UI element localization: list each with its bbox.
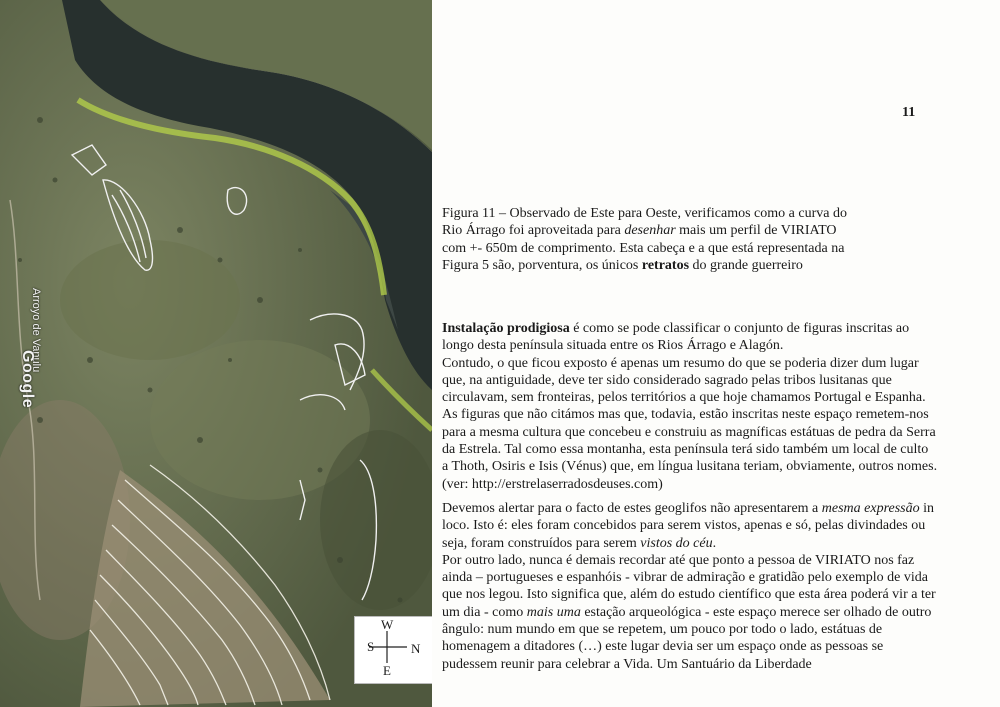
compass-west: W (381, 617, 394, 632)
text-page (432, 0, 1000, 707)
figure-caption (442, 205, 872, 274)
text-line: seja, foram construídos para serem vistos do céu. (442, 535, 717, 551)
text-line: que nos legou. Isto significa que, além do estudo científico que esta área poderá vir a ter (442, 587, 936, 603)
compass-rose (354, 616, 432, 684)
text-line: Devemos alertar para o facto de estes geoglifos não apresentarem a mesma expressão in (442, 501, 935, 516)
text-line: da Estrela. Tal como essa montanha, esta península terá sido também um local de culto (442, 442, 929, 458)
caption-line: Figura 11 – Observado de Este para Oeste, verificamos como a curva do (442, 206, 847, 221)
text-line: longo desta península situada entre os Rios Árrago e Alagón. (442, 338, 784, 354)
caption-line: com +- 650m de comprimento. Esta cabeça e a que está representada na (442, 240, 845, 256)
aerial-photo (0, 0, 432, 707)
caption-line: Rio Árrago foi aproveitada para desenhar mais um perfil de VIRIATO (442, 223, 837, 239)
caption-line: Figura 5 são, porventura, os únicos retratos do grande guerreiro (442, 257, 803, 273)
text-line: Por outro lado, nunca é demais recordar até que ponto a pessoa de VIRIATO nos faz (442, 552, 915, 568)
compass-east: E (383, 663, 391, 678)
text-line: a Thoth, Osiris e Isis (Vénus) que, em língua lusitana teriam, obviamente, outros nomes. (442, 459, 938, 475)
text-line: ângulo: num mundo em que se repetem, um pouco por todo o lado, estátuas de (442, 622, 883, 638)
text-line: (ver: http://erstrelaserradosdeuses.com) (442, 476, 663, 492)
text-line: circulavam, sem fronteiras, pelos territórios a que hoje chamamos Portugal e Espanha. (442, 390, 926, 406)
map-place-label: Arroyo de Vanulu (30, 288, 42, 373)
text-line: um dia - como mais uma estação arqueológica - este espaço merece ser olhado de outro (442, 604, 932, 620)
compass-south: S (367, 639, 375, 654)
page-number: 11 (902, 105, 916, 120)
text-line: ainda – portugueses e espanhóis - vibrar de admiração e gratidão pelo exemplo de vida (442, 570, 928, 586)
aerial-terrain (0, 0, 432, 707)
text-line: que, na antiguidade, deve ter sido considerado sagrado pelas tribos lusitanas que (442, 372, 892, 388)
text-line: para a mesma cultura que concebeu e construiu as magníficas estátuas de pedra da Serra (442, 424, 936, 440)
paragraph-alert (442, 500, 954, 673)
text-line: homenagem a ditadores (…) este lugar devia ser um espaço onde as pessoas se (442, 639, 884, 655)
text-line: pudessem reunir para celebrar a Vida. Um Santuário da Liberdade (442, 656, 812, 672)
text-line: As figuras que não citámos mas que, todavia, estão inscritas neste espaço remetem-nos (442, 407, 929, 423)
text-line: Instalação prodigiosa é como se pode classificar o conjunto de figuras inscritas ao (442, 321, 910, 336)
text-line: loco. Isto é: eles foram concebidos para serem vistos, apenas e só, pelas divindades ou (442, 518, 926, 534)
text-line: Contudo, o que ficou exposto é apenas um resumo do que se poderia dizer dum lugar (442, 355, 919, 371)
paragraph-installation (442, 320, 954, 493)
google-watermark: Google (19, 350, 36, 409)
compass-north: N (411, 641, 421, 656)
